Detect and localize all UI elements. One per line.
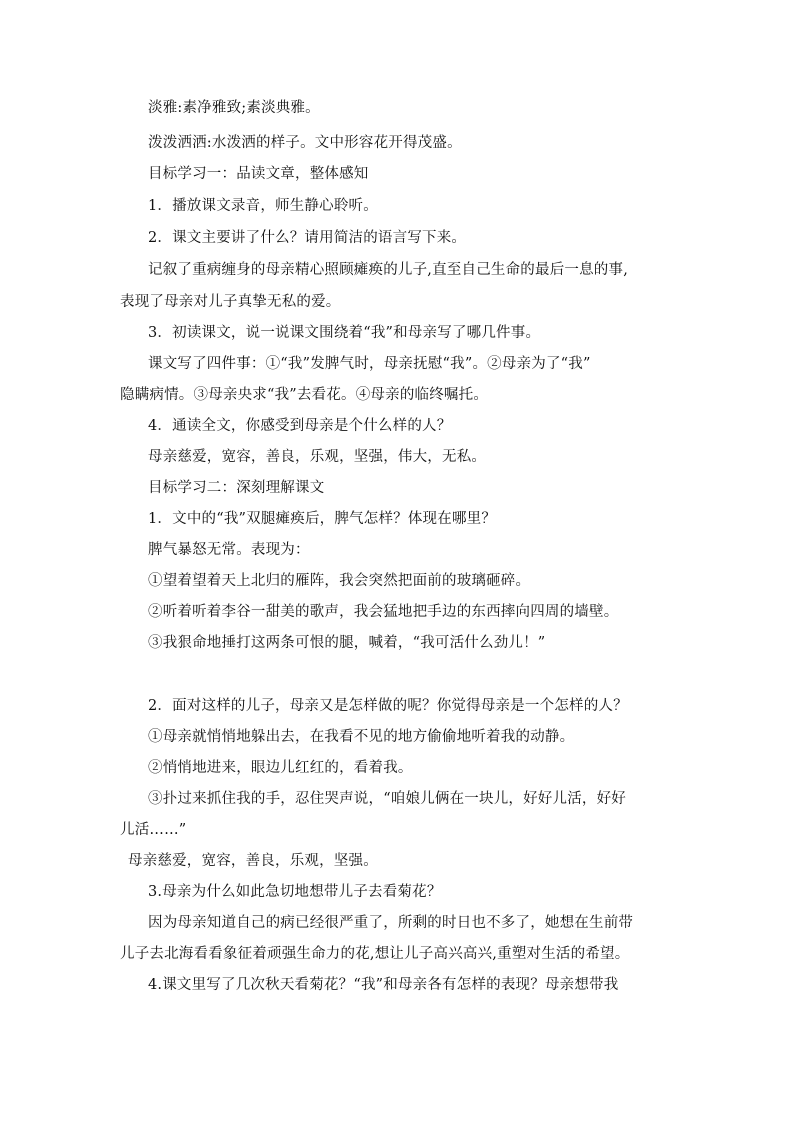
text-line: 母亲慈爱，宽容，善良，乐观，坚强。 xyxy=(128,853,378,869)
text-line: 儿子去北海看看象征着顽强生命力的花,想让儿子高兴高兴,重塑对生活的希望。 xyxy=(120,946,630,962)
text-line: 2．面对这样的儿子，母亲又是怎样做的呢？你觉得母亲是一个怎样的人？ xyxy=(148,698,628,714)
text-line: ①母亲就悄悄地躲出去，在我看不见的地方偷偷地听着我的动静。 xyxy=(148,729,575,745)
text-line: 儿活……” xyxy=(120,822,187,838)
text-line: 隐瞒病情。③母亲央求“我”去看花。④母亲的临终嘱托。 xyxy=(120,387,489,403)
text-line: ①望着望着天上北归的雁阵，我会突然把面前的玻璃砸碎。 xyxy=(148,573,531,589)
text-line: 课文写了四件事：①“我”发脾气时，母亲抚慰“我”。②母亲为了“我” xyxy=(148,356,591,372)
text-line: 1．播放课文录音，师生静心聆听。 xyxy=(148,198,378,214)
text-line: 2．课文主要讲了什么？请用简洁的语言写下来。 xyxy=(148,230,467,246)
text-line: 记叙了重病缠身的母亲精心照顾瘫痪的儿子,直至自己生命的最后一息的事, xyxy=(148,262,629,278)
text-line: 4.课文里写了几次秋天看菊花？“我”和母亲各有怎样的表现？母亲想带我 xyxy=(148,977,619,993)
text-line: 母亲慈爱，宽容，善良，乐观，坚强，伟大，无私。 xyxy=(148,449,487,465)
section-heading: 目标学习一：品读文章，整体感知 xyxy=(148,166,369,182)
text-line: 3.母亲为什么如此急切地想带儿子去看菊花？ xyxy=(148,884,442,900)
text-line: ②悄悄地进来，眼边儿红红的，看着我。 xyxy=(148,760,413,776)
text-line: ③我狠命地捶打这两条可恨的腿，喊着，“我可活什么劲儿！” xyxy=(148,635,546,651)
text-line: 泼泼洒洒:水泼洒的样子。文中形容花开得茂盛。 xyxy=(148,135,462,151)
text-line: 因为母亲知道自己的病已经很严重了，所剩的时日也不多了，她想在生前带 xyxy=(148,915,634,931)
text-line: ②听着听着李谷一甜美的歌声，我会猛地把手边的东西摔向四周的墙壁。 xyxy=(148,604,619,620)
text-line: 表现了母亲对儿子真挚无私的爱。 xyxy=(120,294,341,310)
section-heading: 目标学习二：深刻理解课文 xyxy=(148,480,325,496)
text-line: 3．初读课文，说一说课文围绕着“我”和母亲写了哪几件事。 xyxy=(148,325,541,341)
text-line: ③扑过来抓住我的手，忍住哭声说，“咱娘儿俩在一块儿，好好儿活，好好 xyxy=(148,791,627,807)
text-line: 1．文中的“我”双腿瘫痪后，脾气怎样？体现在哪里？ xyxy=(148,511,497,527)
text-line: 4．通读全文，你感受到母亲是个什么样的人？ xyxy=(148,418,452,434)
text-line: 脾气暴怒无常。表现为： xyxy=(148,542,310,558)
text-line: 淡雅:素净雅致;素淡典雅。 xyxy=(148,100,320,116)
